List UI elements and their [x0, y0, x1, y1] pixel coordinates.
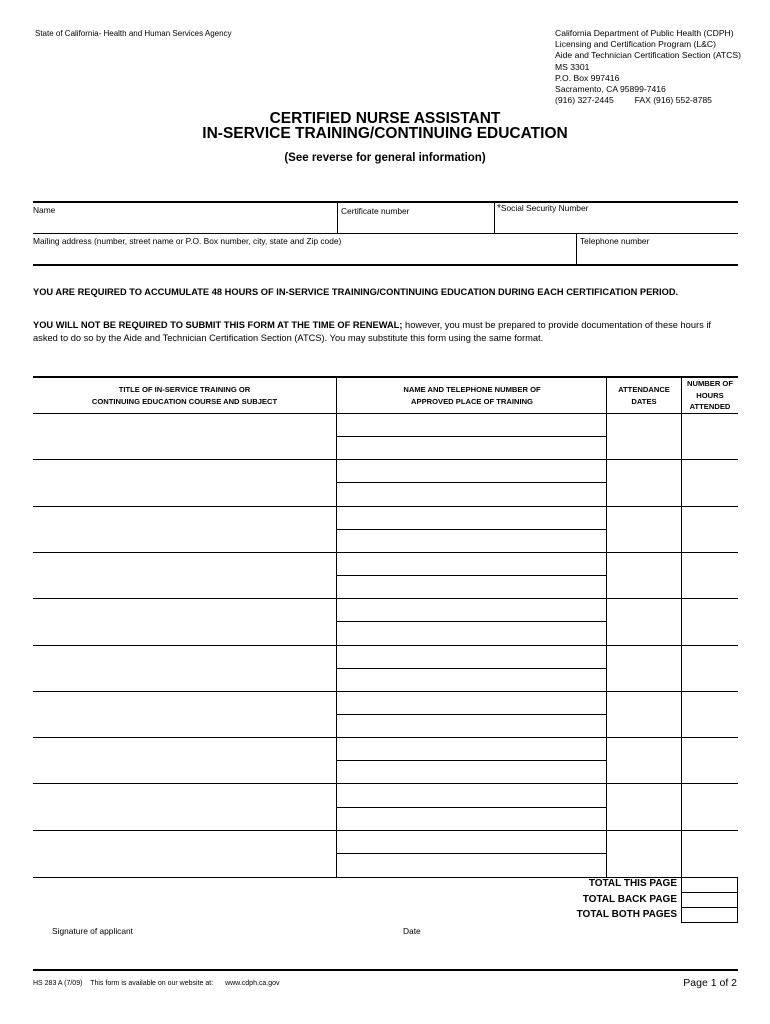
- signature-field[interactable]: [33, 922, 393, 942]
- training-place-name-cell[interactable]: [337, 692, 606, 714]
- department-address-block: [555, 28, 741, 106]
- hours-attended-cell[interactable]: [682, 414, 738, 459]
- certificate-label: Certificate number: [341, 206, 410, 216]
- attendance-dates-cell[interactable]: [607, 738, 681, 783]
- renewal-notice-text: however, you must be prepared to provide documentation of these hours if asked to do so by the Aide and Technician Certification Section (ATCS). You may substitute this form using the same format.: [33, 320, 711, 343]
- ssn-label-text: Social Security Number: [500, 203, 589, 213]
- total-both-pages-label: TOTAL BOTH PAGES: [576, 909, 677, 920]
- course-title-cell[interactable]: [33, 738, 336, 783]
- agency-name: State of California- Health and Human Services Agency: [35, 29, 232, 38]
- phone-number: (916) 327-2445: [555, 95, 614, 106]
- training-place-phone-cell[interactable]: [337, 437, 606, 459]
- training-place-name-cell[interactable]: [337, 460, 606, 482]
- training-place-phone-cell[interactable]: [337, 669, 606, 691]
- course-title-cell[interactable]: [33, 784, 336, 829]
- cell-divider: [336, 668, 606, 669]
- form-title-line1: CERTIFIED NURSE ASSISTANT: [269, 110, 501, 127]
- hours-attended-cell[interactable]: [682, 692, 738, 737]
- column-header-dates: [607, 384, 681, 407]
- form-title-line2: IN-SERVICE TRAINING/CONTINUING EDUCATION: [202, 125, 568, 142]
- training-place-phone-cell[interactable]: [337, 576, 606, 598]
- hours-attended-cell[interactable]: [682, 553, 738, 598]
- training-place-name-cell[interactable]: [337, 738, 606, 760]
- attendance-dates-cell[interactable]: [607, 460, 681, 505]
- course-title-cell[interactable]: [33, 553, 336, 598]
- required-asterisk: *: [497, 203, 501, 214]
- hours-attended-cell[interactable]: [682, 460, 738, 505]
- page-number: Page 1 of 2: [683, 977, 737, 989]
- hours-attended-cell[interactable]: [682, 831, 738, 876]
- course-title-cell[interactable]: [33, 831, 336, 876]
- course-title-cell[interactable]: [33, 599, 336, 644]
- cell-divider: [336, 807, 606, 808]
- divider: [33, 264, 738, 266]
- form-subtitle: (See reverse for general information): [284, 152, 486, 164]
- training-place-name-cell[interactable]: [337, 414, 606, 436]
- ssn-field[interactable]: [495, 202, 738, 232]
- address-line: MS 3301: [555, 61, 590, 72]
- training-place-name-cell[interactable]: [337, 599, 606, 621]
- training-place-name-cell[interactable]: [337, 784, 606, 806]
- address-field[interactable]: [33, 234, 575, 264]
- certificate-field[interactable]: [338, 202, 494, 232]
- attendance-dates-cell[interactable]: [607, 599, 681, 644]
- phone-fax-line: [555, 95, 741, 106]
- date-field[interactable]: [400, 922, 600, 942]
- hours-attended-cell[interactable]: [682, 738, 738, 783]
- cell-divider: [336, 575, 606, 576]
- cell-divider: [336, 853, 606, 854]
- website-link[interactable]: www.cdph.ca.gov: [225, 980, 280, 987]
- course-title-cell[interactable]: [33, 414, 336, 459]
- training-place-phone-cell[interactable]: [337, 761, 606, 783]
- form-id: HS 283 A (7/09): [33, 980, 83, 987]
- column-header-course: [33, 384, 336, 407]
- column-header-hours: [682, 378, 738, 413]
- address-label: Mailing address (number, street name or P.O. Box number, city, state and Zip code): [33, 236, 342, 246]
- attendance-dates-cell[interactable]: [607, 507, 681, 552]
- attendance-dates-cell[interactable]: [607, 831, 681, 876]
- training-place-name-cell[interactable]: [337, 507, 606, 529]
- course-title-cell[interactable]: [33, 460, 336, 505]
- address-line: Licensing and Certification Program (L&C): [555, 39, 716, 50]
- training-place-phone-cell[interactable]: [337, 715, 606, 737]
- training-place-name-cell[interactable]: [337, 831, 606, 853]
- column-header-text: HOURS: [696, 390, 724, 400]
- column-header-text: NAME AND TELEPHONE NUMBER OF: [403, 385, 541, 394]
- address-line: Aide and Technician Certification Section (ATCS): [555, 50, 741, 61]
- name-field[interactable]: [33, 202, 337, 232]
- hours-attended-cell[interactable]: [682, 599, 738, 644]
- column-header-place: [338, 384, 606, 407]
- column-header-text: TITLE OF IN-SERVICE TRAINING OR: [118, 385, 251, 394]
- column-header-text: ATTENDANCE: [618, 385, 670, 394]
- hours-attended-cell[interactable]: [682, 784, 738, 829]
- availability-text: This form is available on our website at:: [90, 980, 214, 987]
- hours-attended-cell[interactable]: [682, 646, 738, 691]
- divider: [33, 376, 738, 378]
- attendance-dates-cell[interactable]: [607, 784, 681, 829]
- renewal-notice: [33, 319, 738, 344]
- date-label: Date: [403, 926, 421, 936]
- total-this-page-field[interactable]: [681, 877, 738, 893]
- hours-attended-cell[interactable]: [682, 507, 738, 552]
- column-header-text: NUMBER OF: [687, 379, 733, 388]
- training-place-name-cell[interactable]: [337, 553, 606, 575]
- column-header-text: APPROVED PLACE OF TRAINING: [411, 396, 533, 406]
- attendance-dates-cell[interactable]: [607, 692, 681, 737]
- cell-divider: [336, 760, 606, 761]
- training-place-phone-cell[interactable]: [337, 808, 606, 830]
- course-title-cell[interactable]: [33, 507, 336, 552]
- address-line: Sacramento, CA 95899-7416: [555, 84, 666, 95]
- total-back-page-label: TOTAL BACK PAGE: [582, 894, 677, 905]
- training-place-phone-cell[interactable]: [337, 483, 606, 505]
- cell-divider: [336, 714, 606, 715]
- required-hours-notice: YOU ARE REQUIRED TO ACCUMULATE 48 HOURS OF IN-SERVICE TRAINING/CONTINUING EDUCATION DURING EACH CERTIFICATION PERIOD.: [33, 287, 679, 297]
- footer-info: [33, 980, 280, 987]
- renewal-notice-bold: YOU WILL NOT BE REQUIRED TO SUBMIT THIS FORM AT THE TIME OF RENEWAL;: [33, 320, 403, 330]
- total-this-page-label: TOTAL THIS PAGE: [588, 878, 677, 889]
- training-place-phone-cell[interactable]: [337, 530, 606, 552]
- course-title-cell[interactable]: [33, 692, 336, 737]
- cell-divider: [336, 482, 606, 483]
- name-label: Name: [33, 205, 56, 215]
- column-header-text: CONTINUING EDUCATION COURSE AND SUBJECT: [91, 396, 278, 406]
- signature-label: Signature of applicant: [52, 926, 134, 936]
- total-back-page-field[interactable]: [681, 892, 738, 908]
- cell-divider: [336, 621, 606, 622]
- attendance-dates-cell[interactable]: [607, 646, 681, 691]
- column-header-text: DATES: [631, 396, 657, 406]
- course-title-cell[interactable]: [33, 646, 336, 691]
- cell-divider: [336, 529, 606, 530]
- training-place-name-cell[interactable]: [337, 646, 606, 668]
- cell-divider: [336, 436, 606, 437]
- attendance-dates-cell[interactable]: [607, 414, 681, 459]
- fax-number: FAX (916) 552-8785: [634, 95, 712, 106]
- address-line: California Department of Public Health (CDPH): [555, 28, 734, 38]
- attendance-dates-cell[interactable]: [607, 553, 681, 598]
- training-place-phone-cell[interactable]: [337, 622, 606, 644]
- telephone-label: Telephone number: [580, 236, 650, 246]
- column-header-text: ATTENDED: [689, 402, 731, 411]
- total-both-pages-field[interactable]: [681, 907, 738, 923]
- training-place-phone-cell[interactable]: [337, 854, 606, 876]
- address-line: P.O. Box 997416: [555, 72, 620, 83]
- telephone-field[interactable]: [577, 234, 738, 264]
- footer-divider: [33, 969, 738, 971]
